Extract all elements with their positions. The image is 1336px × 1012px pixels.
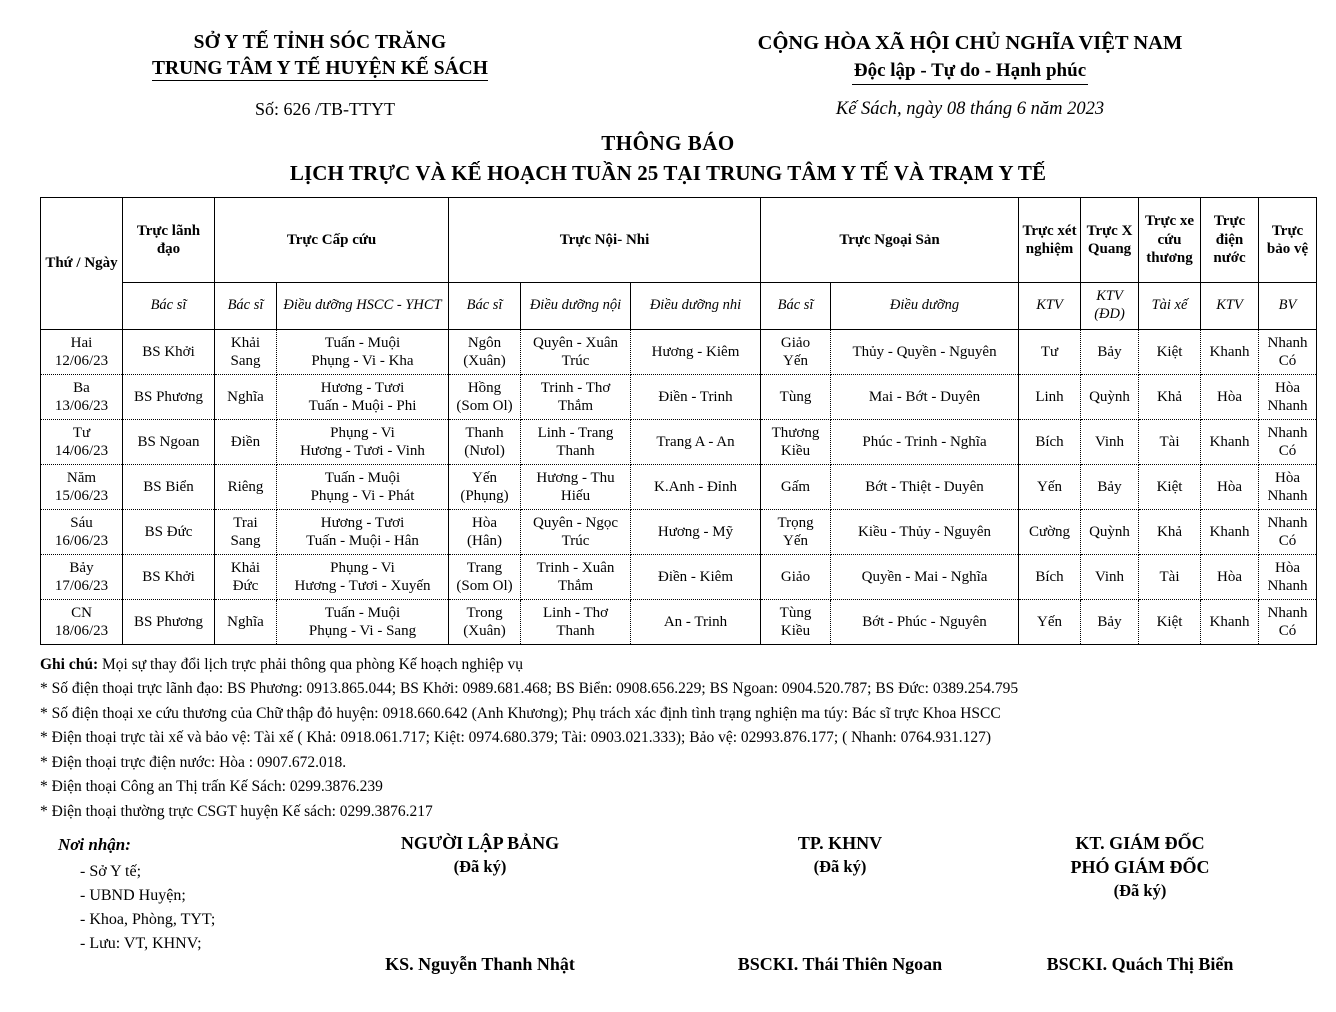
cell-leadership: BS Phương	[123, 599, 215, 644]
cell-xray: Vinh	[1081, 419, 1139, 464]
subcol-emergency-doctor: Bác sĩ	[215, 282, 277, 329]
notes-section	[40, 653, 1296, 824]
cell-surgery-doctor: Thương Kiều	[761, 419, 831, 464]
schedule-table-wrapper	[40, 197, 1309, 645]
signature-area	[40, 832, 1296, 1012]
cell-lab: Tư	[1019, 329, 1081, 374]
col-header-xray: Trực X Quang	[1081, 197, 1139, 282]
cell-day: Ba 13/06/23	[41, 374, 123, 419]
note-line: * Điện thoại thường trực CSGT huyện Kế sách: 0299.3876.217	[40, 802, 433, 820]
cell-security: Nhanh Có	[1259, 599, 1317, 644]
medical-center-name	[152, 56, 488, 82]
cell-lab: Bích	[1019, 554, 1081, 599]
cell-xray: Bảy	[1081, 464, 1139, 509]
cell-pediatric-nurse: Trang A - An	[631, 419, 761, 464]
cell-emergency-nurse: Phụng - Vi Hương - Tươi - Xuyến	[277, 554, 449, 599]
cell-utilities: Hòa	[1201, 374, 1259, 419]
duty-schedule-table	[40, 197, 1317, 645]
cell-leadership: BS Ngoan	[123, 419, 215, 464]
cell-internal-doctor: Trong (Xuân)	[449, 599, 521, 644]
col-header-security: Trực bảo vệ	[1259, 197, 1317, 282]
cell-ambulance: Kiệt	[1139, 599, 1201, 644]
place-and-date: Kế Sách, ngày 08 tháng 6 năm 2023	[835, 99, 1105, 120]
signed-mark: (Đã ký)	[1113, 881, 1167, 901]
subcol-utilities-technician: KTV	[1201, 282, 1259, 329]
cell-internal-nurse: Linh - Thơ Thanh	[521, 599, 631, 644]
signer-name: KS. Nguyễn Thanh Nhật	[385, 954, 575, 975]
col-header-leadership: Trực lãnh đạo	[123, 197, 215, 282]
cell-emergency-nurse: Hương - Tươi Tuấn - Muội - Phi	[277, 374, 449, 419]
table-body	[41, 329, 1317, 644]
signer-role-line2: PHÓ GIÁM ĐỐC	[1070, 857, 1210, 878]
signature-column-khnv-head	[690, 832, 990, 975]
notes-lines	[40, 677, 1296, 824]
cell-surgery-nurse: Thủy - Quyền - Nguyên	[831, 329, 1019, 374]
table-row	[41, 464, 1317, 509]
cell-pediatric-nurse: Hương - Mỹ	[631, 509, 761, 554]
cell-utilities: Khanh	[1201, 599, 1259, 644]
col-header-surgery-obstetrics: Trực Ngoại Sản	[761, 197, 1019, 282]
recipient-item: - Sở Y tế;	[80, 862, 142, 880]
note-line: * Số điện thoại trực lãnh đạo: BS Phương: 0913.865.044; BS Khởi: 0989.681.468; BS Biển: 0908.656.229; BS Ngoan: 0904.520.787; BS Đức: 0389.254.795	[40, 680, 1019, 698]
cell-day: CN 18/06/23	[41, 599, 123, 644]
cell-lab: Yến	[1019, 464, 1081, 509]
province-health-department: SỞ Y TẾ TỈNH SÓC TRĂNG	[193, 32, 447, 53]
subcol-lab-technician: KTV	[1019, 282, 1081, 329]
cell-emergency-doctor: Nghĩa	[215, 374, 277, 419]
cell-internal-doctor: Hòa (Hân)	[449, 509, 521, 554]
signature-column-director	[990, 832, 1290, 975]
cell-surgery-doctor: Gấm	[761, 464, 831, 509]
national-heading-block	[640, 30, 1300, 120]
note-line: * Số điện thoại xe cứu thương của Chữ thập đỏ huyện: 0918.660.642 (Anh Khương); Phụ trách xác định tình trạng nghiện ma túy: Bác sĩ trực Khoa HSCC	[40, 704, 1001, 722]
national-motto: Độc lập - Tự do - Hạnh phúc	[852, 58, 1088, 86]
cell-emergency-doctor: Riêng	[215, 464, 277, 509]
table-row	[41, 554, 1317, 599]
cell-pediatric-nurse: K.Anh - Đỉnh	[631, 464, 761, 509]
cell-internal-doctor: Trang (Som Ol)	[449, 554, 521, 599]
cell-emergency-nurse: Tuấn - Muội Phụng - Vi - Phát	[277, 464, 449, 509]
cell-surgery-doctor: Tùng	[761, 374, 831, 419]
subcol-pediatric-nurse: Điều dưỡng nhi	[631, 282, 761, 329]
cell-internal-doctor: Ngôn (Xuân)	[449, 329, 521, 374]
cell-utilities: Khanh	[1201, 509, 1259, 554]
note-line: * Điện thoại trực điện nước: Hòa : 0907.672.018.	[40, 753, 347, 771]
table-row	[41, 599, 1317, 644]
document-title-block	[0, 130, 1336, 187]
col-header-utilities: Trực điện nước	[1201, 197, 1259, 282]
signed-mark: (Đã ký)	[453, 857, 507, 877]
cell-xray: Bảy	[1081, 599, 1139, 644]
cell-surgery-nurse: Bớt - Thiệt - Duyên	[831, 464, 1019, 509]
cell-utilities: Hòa	[1201, 554, 1259, 599]
cell-security: Nhanh Có	[1259, 509, 1317, 554]
cell-day: Bảy 17/06/23	[41, 554, 123, 599]
col-header-internal-pediatrics: Trực Nội- Nhi	[449, 197, 761, 282]
page-title: THÔNG BÁO	[601, 131, 735, 156]
signer-role-line1: KT. GIÁM ĐỐC	[1075, 833, 1205, 854]
country-name: CỘNG HÒA XÃ HỘI CHỦ NGHĨA VIỆT NAM	[757, 32, 1183, 54]
subcol-guard: BV	[1259, 282, 1317, 329]
header-row-groups	[41, 197, 1317, 282]
subcol-surgery-doctor: Bác sĩ	[761, 282, 831, 329]
document-number: Số: 626 /TB-TTYT	[255, 98, 395, 119]
cell-internal-nurse: Trinh - Thơ Thắm	[521, 374, 631, 419]
recipient-item: - Khoa, Phòng, TYT;	[80, 910, 216, 928]
cell-surgery-doctor: Giảo Yến	[761, 329, 831, 374]
cell-surgery-nurse: Bớt - Phúc - Nguyên	[831, 599, 1019, 644]
cell-utilities: Khanh	[1201, 329, 1259, 374]
cell-security: Hòa Nhanh	[1259, 554, 1317, 599]
cell-lab: Cường	[1019, 509, 1081, 554]
signer-role: TP. KHNV	[797, 833, 883, 854]
cell-pediatric-nurse: Hương - Kiêm	[631, 329, 761, 374]
recipients-block	[58, 832, 215, 956]
cell-emergency-doctor: Trai Sang	[215, 509, 277, 554]
cell-day: Sáu 16/06/23	[41, 509, 123, 554]
col-header-day: Thứ / Ngày	[41, 197, 123, 329]
cell-emergency-nurse: Hương - Tươi Tuấn - Muội - Hân	[277, 509, 449, 554]
cell-lab: Linh	[1019, 374, 1081, 419]
cell-ambulance: Kiệt	[1139, 464, 1201, 509]
page-subtitle: LỊCH TRỰC VÀ KẾ HOẠCH TUẦN 25 TẠI TRUNG TÂM Y TẾ VÀ TRẠM Y TẾ	[289, 160, 1047, 185]
subcol-surgery-nurse: Điều dưỡng	[831, 282, 1019, 329]
subcol-leadership-doctor: Bác sĩ	[123, 282, 215, 329]
cell-ambulance: Khả	[1139, 509, 1201, 554]
cell-leadership: BS Biển	[123, 464, 215, 509]
cell-surgery-nurse: Mai - Bớt - Duyên	[831, 374, 1019, 419]
subcol-driver: Tài xế	[1139, 282, 1201, 329]
cell-utilities: Khanh	[1201, 419, 1259, 464]
cell-surgery-doctor: Trọng Yến	[761, 509, 831, 554]
cell-utilities: Hòa	[1201, 464, 1259, 509]
cell-lab: Yến	[1019, 599, 1081, 644]
cell-leadership: BS Phương	[123, 374, 215, 419]
cell-ambulance: Khả	[1139, 374, 1201, 419]
cell-xray: Vinh	[1081, 554, 1139, 599]
cell-security: Nhanh Có	[1259, 419, 1317, 464]
cell-pediatric-nurse: An - Trinh	[631, 599, 761, 644]
cell-day: Tư 14/06/23	[41, 419, 123, 464]
cell-lab: Bích	[1019, 419, 1081, 464]
signer-name: BSCKI. Thái Thiên Ngoan	[737, 954, 943, 975]
cell-emergency-doctor: Điền	[215, 419, 277, 464]
notes-lead-text: Mọi sự thay đổi lịch trực phải thông qua phòng Kế hoạch nghiệp vụ	[98, 655, 524, 673]
cell-ambulance: Tài	[1139, 419, 1201, 464]
cell-day: Năm 15/06/23	[41, 464, 123, 509]
cell-ambulance: Kiệt	[1139, 329, 1201, 374]
cell-day: Hai 12/06/23	[41, 329, 123, 374]
cell-emergency-doctor: Khải Sang	[215, 329, 277, 374]
cell-emergency-nurse: Tuấn - Muội Phụng - Vi - Kha	[277, 329, 449, 374]
cell-leadership: BS Khởi	[123, 329, 215, 374]
cell-internal-doctor: Hồng (Som Ol)	[449, 374, 521, 419]
cell-internal-nurse: Quyên - Xuân Trúc	[521, 329, 631, 374]
cell-xray: Quỳnh	[1081, 509, 1139, 554]
cell-surgery-nurse: Kiều - Thủy - Nguyên	[831, 509, 1019, 554]
signed-mark: (Đã ký)	[813, 857, 867, 877]
cell-emergency-doctor: Khải Đức	[215, 554, 277, 599]
cell-internal-nurse: Trinh - Xuân Thắm	[521, 554, 631, 599]
note-line: * Điện thoại trực tài xế và bảo vệ: Tài xế ( Khả: 0918.061.717; Kiệt: 0974.680.379; Tài: 0903.021.333); Bảo vệ: 02993.876.177; ( Nhanh: 0764.931.127)	[40, 729, 992, 747]
table-row	[41, 329, 1317, 374]
cell-leadership: BS Đức	[123, 509, 215, 554]
recipient-item: - UBND Huyện;	[80, 886, 186, 904]
subcol-xray-technician: KTV (ĐD)	[1081, 282, 1139, 329]
medical-center-name-text: TRUNG TÂM Y TẾ HUYỆN KẾ SÁCH	[152, 58, 488, 80]
cell-emergency-doctor: Nghĩa	[215, 599, 277, 644]
table-row	[41, 509, 1317, 554]
cell-xray: Bảy	[1081, 329, 1139, 374]
table-row	[41, 374, 1317, 419]
cell-surgery-nurse: Quyền - Mai - Nghĩa	[831, 554, 1019, 599]
cell-emergency-nurse: Tuấn - Muội Phụng - Vi - Sang	[277, 599, 449, 644]
cell-security: Hòa Nhanh	[1259, 464, 1317, 509]
cell-surgery-doctor: Giảo	[761, 554, 831, 599]
cell-security: Hòa Nhanh	[1259, 374, 1317, 419]
cell-security: Nhanh Có	[1259, 329, 1317, 374]
col-header-lab: Trực xét nghiệm	[1019, 197, 1081, 282]
col-header-emergency: Trực Cấp cứu	[215, 197, 449, 282]
notes-label: Ghi chú:	[40, 655, 99, 673]
cell-surgery-doctor: Tùng Kiều	[761, 599, 831, 644]
cell-internal-nurse: Linh - Trang Thanh	[521, 419, 631, 464]
signer-role: NGƯỜI LẬP BẢNG	[400, 833, 560, 854]
cell-internal-doctor: Yến (Phụng)	[449, 464, 521, 509]
cell-pediatric-nurse: Điền - Kiêm	[631, 554, 761, 599]
table-row	[41, 419, 1317, 464]
issuing-authority-block	[0, 30, 640, 120]
recipients-list	[58, 860, 215, 956]
col-header-ambulance: Trực xe cứu thương	[1139, 197, 1201, 282]
document-header	[0, 0, 1336, 120]
note-line: * Điện thoại Công an Thị trấn Kế Sách: 0299.3876.239	[40, 778, 383, 796]
cell-surgery-nurse: Phúc - Trinh - Nghĩa	[831, 419, 1019, 464]
recipient-item: - Lưu: VT, KHNV;	[80, 934, 202, 952]
subcol-internal-doctor: Bác sĩ	[449, 282, 521, 329]
subcol-emergency-nurse: Điều dưỡng HSCC - YHCT	[277, 282, 449, 329]
header-row-subroles	[41, 282, 1317, 329]
recipients-title: Nơi nhận:	[58, 835, 131, 855]
cell-xray: Quỳnh	[1081, 374, 1139, 419]
cell-pediatric-nurse: Điền - Trinh	[631, 374, 761, 419]
cell-internal-nurse: Hương - Thu Hiếu	[521, 464, 631, 509]
subcol-internal-nurse: Điều dưỡng nội	[521, 282, 631, 329]
table-head	[41, 197, 1317, 329]
signer-name: BSCKI. Quách Thị Biển	[1046, 954, 1234, 975]
note-lead-row	[40, 653, 1296, 677]
signature-column-preparer	[330, 832, 630, 975]
cell-ambulance: Tài	[1139, 554, 1201, 599]
cell-internal-nurse: Quyên - Ngọc Trúc	[521, 509, 631, 554]
cell-leadership: BS Khởi	[123, 554, 215, 599]
cell-internal-doctor: Thanh (Nưol)	[449, 419, 521, 464]
cell-emergency-nurse: Phụng - Vi Hương - Tươi - Vinh	[277, 419, 449, 464]
